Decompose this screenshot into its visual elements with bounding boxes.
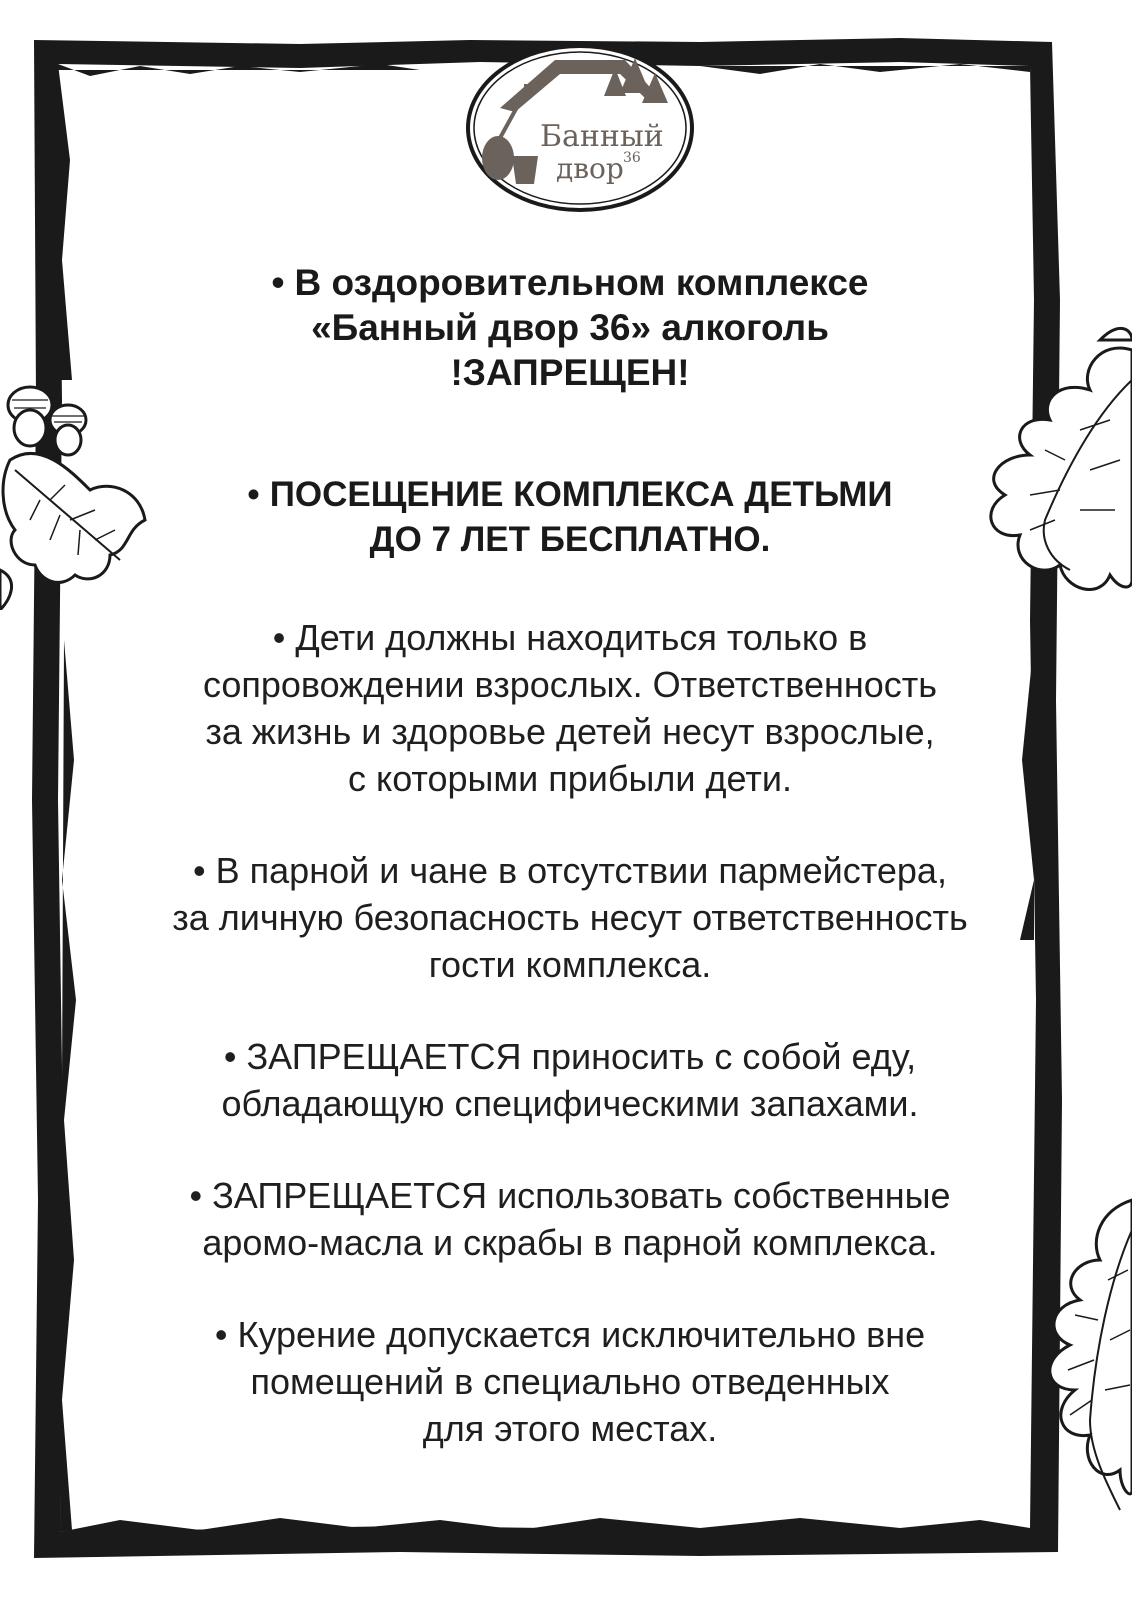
rule-line: за личную безопасность несут ответственность (172, 897, 968, 938)
bullet-icon: • (272, 617, 286, 658)
rule-line: аромо-масла и скрабы в парной комплекса. (202, 1222, 938, 1263)
rule-steam-room-safety (90, 847, 1050, 988)
bullet-icon: • (271, 262, 285, 303)
logo-line-1: Банный (540, 119, 664, 154)
rule-line: • В парной и чане в отсутствии пармейстера, (90, 847, 1050, 894)
rule-line: !ЗАПРЕЩЕН! (450, 352, 690, 393)
rule-line: для этого местах. (422, 1408, 718, 1449)
rule-no-own-oils (90, 1172, 1050, 1266)
rule-no-smelly-food (90, 1033, 1050, 1127)
logo-line-2: двор (556, 152, 624, 185)
logo-superscript: 36 (623, 150, 641, 166)
rule-line: обладающую специфическими запахами. (221, 1083, 919, 1124)
rule-line: • В оздоровительном комплексе (271, 262, 869, 303)
bullet-icon: • (189, 1175, 203, 1216)
rule-line: «Банный двор 36» алкоголь (311, 307, 829, 348)
rule-line: с которыми прибыли дети. (348, 758, 792, 799)
rules-content (90, 260, 1050, 1452)
bullet-icon: • (193, 850, 206, 891)
banny-dvor-logo (460, 38, 700, 218)
rule-line: за жизнь и здоровье детей несут взрослые, (205, 711, 935, 752)
rule-line: • ЗАПРЕЩАЕТСЯ использовать собственные (90, 1172, 1050, 1219)
rule-line: сопровождении взрослых. Ответственность (202, 664, 938, 705)
rule-line: • Дети должны находиться только в (90, 614, 1050, 661)
rule-children-supervision (90, 614, 1050, 802)
rule-line: • Курение допускается исключительно вне (90, 1311, 1050, 1358)
bullet-icon: • (223, 1036, 237, 1077)
bullet-icon: • (214, 1314, 228, 1355)
rule-children-free (90, 472, 1050, 562)
rule-line: гости комплекса. (428, 944, 712, 985)
bullet-icon: • (247, 475, 260, 514)
rule-smoking (90, 1311, 1050, 1452)
rule-line: помещений в специально отведенных (250, 1361, 890, 1402)
rule-line: • ЗАПРЕЩАЕТСЯ приносить с собой еду, (90, 1033, 1050, 1080)
rule-alcohol (90, 260, 1050, 395)
rule-line: • ПОСЕЩЕНИЕ КОМПЛЕКСА ДЕТЬМИ (90, 472, 1050, 517)
rule-line: ДО 7 ЛЕТ БЕСПЛАТНО. (369, 520, 771, 559)
